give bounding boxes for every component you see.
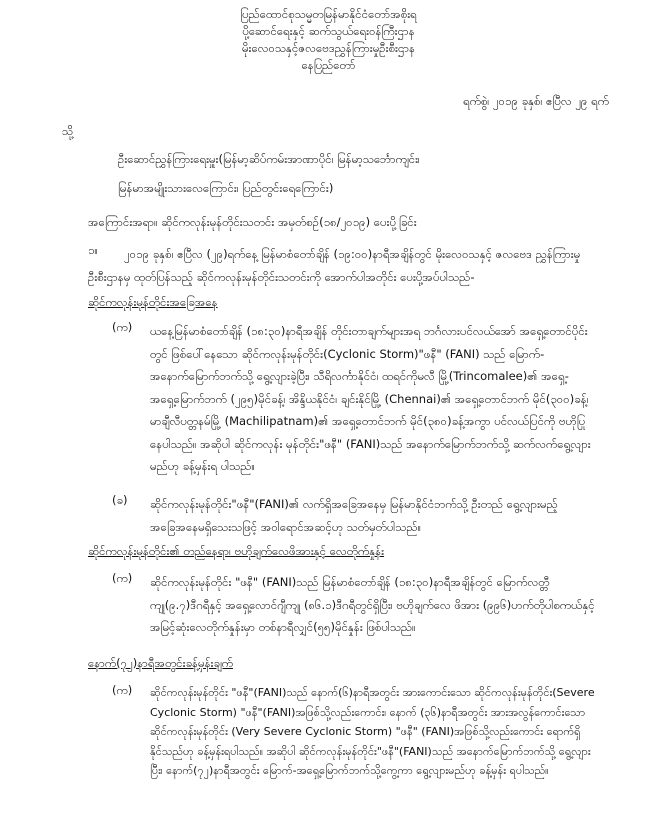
recipients-line-2: မြန်မာအမျိုးသားလေကြောင်း၊ ပြည်တွင်းရေကြောင်း) [118,181,334,195]
item-label: (က) [112,683,133,697]
subject-line: အကြောင်းအရာ။ ဆိုင်ကလုန်းမုန်တိုင်းသတင်း အမှတ်စဉ်(၁၈/၂၀၁၉) ပေးပို့ခြင်း [88,215,417,229]
forecast-paragraph: ဆိုင်ကလုန်းမုန်တိုင်း "ဖနီ"(FANI)သည် နောက်(၆)နာရီအတွင်း အားကောင်းသော ဆိုင်ကလုန်းမုန်တိုင်း(Severe Cyclonic Storm) "ဖနီ"(FANI)အဖြစ်သို့လည်းကောင်း၊ နောက် (၃၆)နာရီအတွင်း အားအလွန်ကောင်းသော ဆိုင်ကလုန်းမုန်တိုင်း (Very Severe Cyclonic Storm) "ဖနီ" (FANI)အဖြစ်သို့လည်းကောင်း ရောက်ရှိနိုင်သည်ဟု ခန့်မှန်းရပါသည်။ အဆိုပါ ဆိုင်ကလုန်းမုန်တိုင်း"ဖနီ"(FANI)သည် အနောက်မြောက်ဘက်သို့ ရွေ့လျားပြီး၊ နောက်(၇၂)နာရီအတွင်း မြောက်-အရှေ့မြောက်ဘက်သို့ကွေ့ကာ ရွေ့လျားမည်ဟု ခန့်မှန်း ရပါသည်။ [150,686,595,777]
item-label: (က) [112,571,133,585]
item-label: (ခ) [112,493,128,507]
letter-date: ရက်စွဲ၊ ၂၀၁၉ ခုနှစ်၊ ဧပြီလ ၂၉ ရက် [463,94,609,108]
letterhead-department: မိုးလေဝသနှင့်ဇလဗေဒညွှန်ကြားမှုဦးစီးဌာန [241,41,416,55]
item-label: (က) [112,320,133,334]
section-position-title: ဆိုင်ကလုန်းမုန်တိုင်း၏ တည်နေရာ၊ ဗဟိုချက်လေဖိအားနှင့် လေတိုက်နှုန်း [88,544,385,558]
intro-paragraph: ၂၀၁၉ ခုနှစ်၊ ဧပြီလ (၂၉)ရက်နေ့ မြန်မာစံတော်ချိန် (၁၉:၀၀)နာရီအချိန်တွင် မိုးလေဝသနှင့် ဇလဗေဒ ညွှန်ကြားမှုဦးစီးဌာနမှ ထုတ်ပြန်သည့် ဆိုင်ကလုန်းမုန်တိုင်းသတင်းကို အောက်ပါအတိုင်း ပေးပို့အပ်ပါသည်- [88,247,581,284]
section-situation-title: ဆိုင်ကလုန်းမုန်တိုင်းအခြေအနေ [88,295,218,309]
letterhead-government: ပြည်ထောင်စုသမ္မတမြန်မာနိုင်ငံတော်အစိုးရ [240,7,417,21]
position-paragraph: ဆိုင်ကလုန်းမုန်တိုင်း "ဖနီ" (FANI)သည် မြန်မာစံတော်ချိန် (၁၈:၃၀)နာရီအချိန်တွင် မြောက်လတ္တီကျု(၉.၇)ဒီဂရီနှင့် အရှေ့လောင်ဂျီကျု (၈၆.၁)ဒီဂရီတွင်ရှိပြီး၊ ဗဟိုချက်လေ ဖိအား (၉၉၆)ဟက်တိုပါစကယ်နှင့် အမြင့်ဆုံးလေတိုက်နှုန်းမှာ တစ်နာရီလျှင်(၅၅)မိုင်နှုန်း ဖြစ်ပါသည်။ [150,575,595,634]
letterhead-city: နေပြည်တော် [301,58,356,72]
situation-paragraph-b: ဆိုင်ကလုန်းမုန်တိုင်း"ဖနီ"(FANI)၏ လက်ရှိအခြေအနေမှ မြန်မာနိုင်ငံဘက်သို့ ဦးတည် ရွေ့လျားမည့် အခြေအနေမရှိသေးသဖြင့် အဝါရောင်အဆင့်ဟု သတ်မှတ်ပါသည်။ [150,497,558,534]
to-label: သို့ [62,124,74,138]
letterhead-ministry: ပို့ဆောင်ရေးနှင့် ဆက်သွယ်ရေးဝန်ကြီးဌာန [242,24,415,38]
section-forecast-title: နောက်(၇၂)နာရီအတွင်းခန့်မှန်းချက် [88,656,234,670]
recipients-line-1: ဦးဆောင်ညွှန်ကြားရေးမှူး(မြန်မာ့ဆိပ်ကမ်းအာဏာပိုင်၊ မြန်မာ့သင်္ဘောကျင်း၊ [118,152,420,166]
intro-number: ၁။ [88,243,98,257]
letterhead [0,6,657,74]
situation-paragraph-a: ယနေ့မြန်မာစံတော်ချိန် (၁၈:၃၀)နာရီအချိန် တိုင်းတာချက်များအရ ဘင်္ဂလားပင်လယ်အော် အရှေ့တောင်ပိုင်းတွင် ဖြစ်ပေါ်နေသော ဆိုင်ကလုန်းမုန်တိုင်း(Cyclonic Storm)"ဖနီ" (FANI) သည် မြောက်-အနောက်မြောက်ဘက်သို့ ရွေ့လျားခဲ့ပြီး၊ သီရိလင်္ကာနိုင်ငံ၊ ထရင်ကိုမလီ မြို့(Trincomalee)၏ အရှေ့-အရှေ့မြောက်ဘက် (၂၉၅)မိုင်ခန့်၊ အိန္ဒိယနိုင်ငံ၊ ချင်းနိုင်မြို့ (Chennai)၏ အရှေ့တောင်ဘက် မိုင်(၃၀၀)ခန့်၊ မာချီလီပတ္တနမ်မြို့ (Machilipatnam)၏ အရှေ့တောင်ဘက် မိုင်(၃၈၀)ခန့်အကွာ ပင်လယ်ပြင်ကို ဗဟိုပြုနေပါသည်။ အဆိုပါ ဆိုင်ကလုန်း မုန်တိုင်း"ဖနီ" (FANI)သည် အနောက်မြောက်ဘက်သို့ ဆက်လက်ရွေ့လျားမည်ဟု ခန့်မှန်းရ ပါသည်။ [150,324,591,473]
